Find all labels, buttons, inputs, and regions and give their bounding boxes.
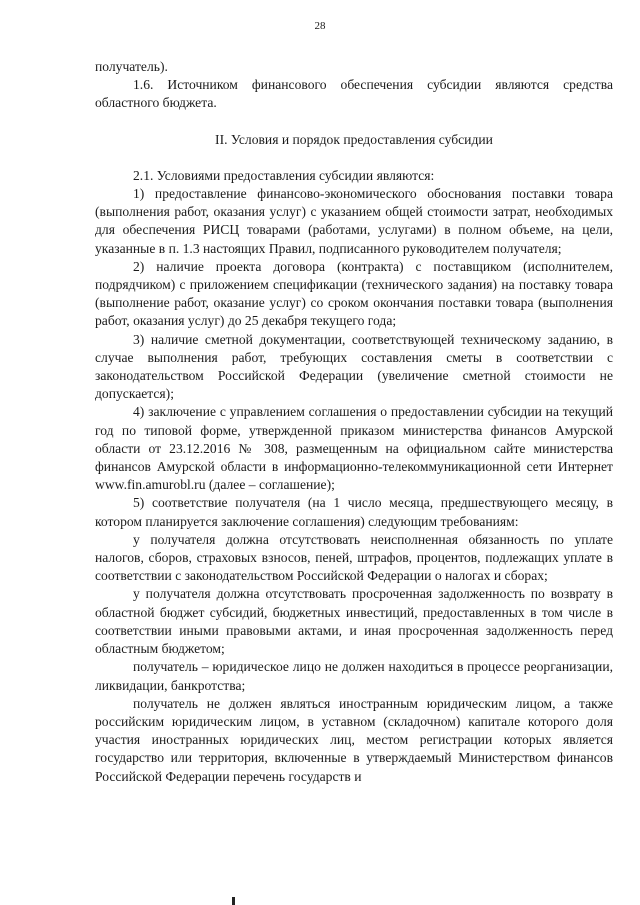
page-number: 28	[314, 20, 326, 32]
condition-4-text: 4) заключение с управлением соглашения о предоставлении субсидии на текущий год по типовой форме, утвержденной приказом министерства финансов Амурской области от 23.12.2016 № 308, размещенным на официальном сайте министерства финансов Амурской области в информационно-телекоммуникационной сети Интернет	[95, 404, 613, 475]
condition-3: 3) наличие сметной документации, соответствующей техническому заданию, в случае выполнения работ, требующих составления сметы в соответствии с законодательством Российской Федерации (увеличение сметной стоимости не допускается);	[95, 331, 613, 402]
condition-5: 5) соответствие получателя (на 1 число месяца, предшествующего месяцу, в котором планируется заключение соглашения) следующим требованиям:	[95, 495, 613, 529]
section-title: II. Условия и порядок предоставления субсидии	[215, 131, 493, 147]
condition-1: 1) предоставление финансово-экономического обоснования поставки товара (выполнения работ, оказания услуг) с указанием общей стоимости затрат, необходимых для обеспечения РИСЦ товарами (работами, услугами) в полном объеме, на цели, указанные в п. 1.3 настоящих Правил, подписанного руководителем получателя;	[95, 186, 613, 256]
paragraph-recipient-end: получатель).	[95, 59, 168, 74]
website-url: www.fin.amurobl.ru	[95, 477, 206, 493]
requirement-reorganization: получатель – юридическое лицо не должен находиться в процессе реорганизации, ликвидации, банкротства;	[95, 659, 613, 693]
requirement-debt: у получателя должна отсутствовать просроченная задолженность по возврату в областной бюджет субсидий, бюджетных инвестиций, предоставленных в том числе в соответствии иными правовыми актами, и иная просроченная задолженность перед областным бюджетом;	[95, 586, 613, 657]
condition-4-end: (далее – соглашение);	[208, 477, 335, 493]
requirement-foreign: получатель не должен являться иностранным юридическим лицом, а также российским юридическим лицом, в уставном (складочном) капитале которого доля участия иностранных юридических лиц, местом регистрации которых является государство или территория, включенные в утверждаемый Министерством финансов Российской Федерации перечень государств и	[95, 695, 613, 784]
requirement-taxes: у получателя должна отсутствовать неисполненная обязанность по уплате налогов, сборов, страховых взносов, пеней, штрафов, процентов, подлежащих уплате в соответствии с законодательством Российской Федерации о налогах и сборах;	[95, 531, 613, 584]
paragraph-2-1: 2.1. Условиями предоставления субсидии являются:	[133, 167, 435, 183]
condition-2: 2) наличие проекта договора (контракта) с поставщиком (исполнителем, подрядчиком) с приложением спецификации (технического задания) на поставку товара (выполнение работ, оказание услуг) со сроком окончания поставки товара (выполнения работ, оказания услуг) до 25 декабря текущего года;	[95, 258, 613, 329]
document-body	[95, 58, 613, 786]
condition-4	[95, 403, 613, 494]
binding-mark	[232, 897, 235, 905]
paragraph-1-6: 1.6. Источником финансового обеспечения субсидии являются средства областного бюджета.	[95, 77, 613, 111]
